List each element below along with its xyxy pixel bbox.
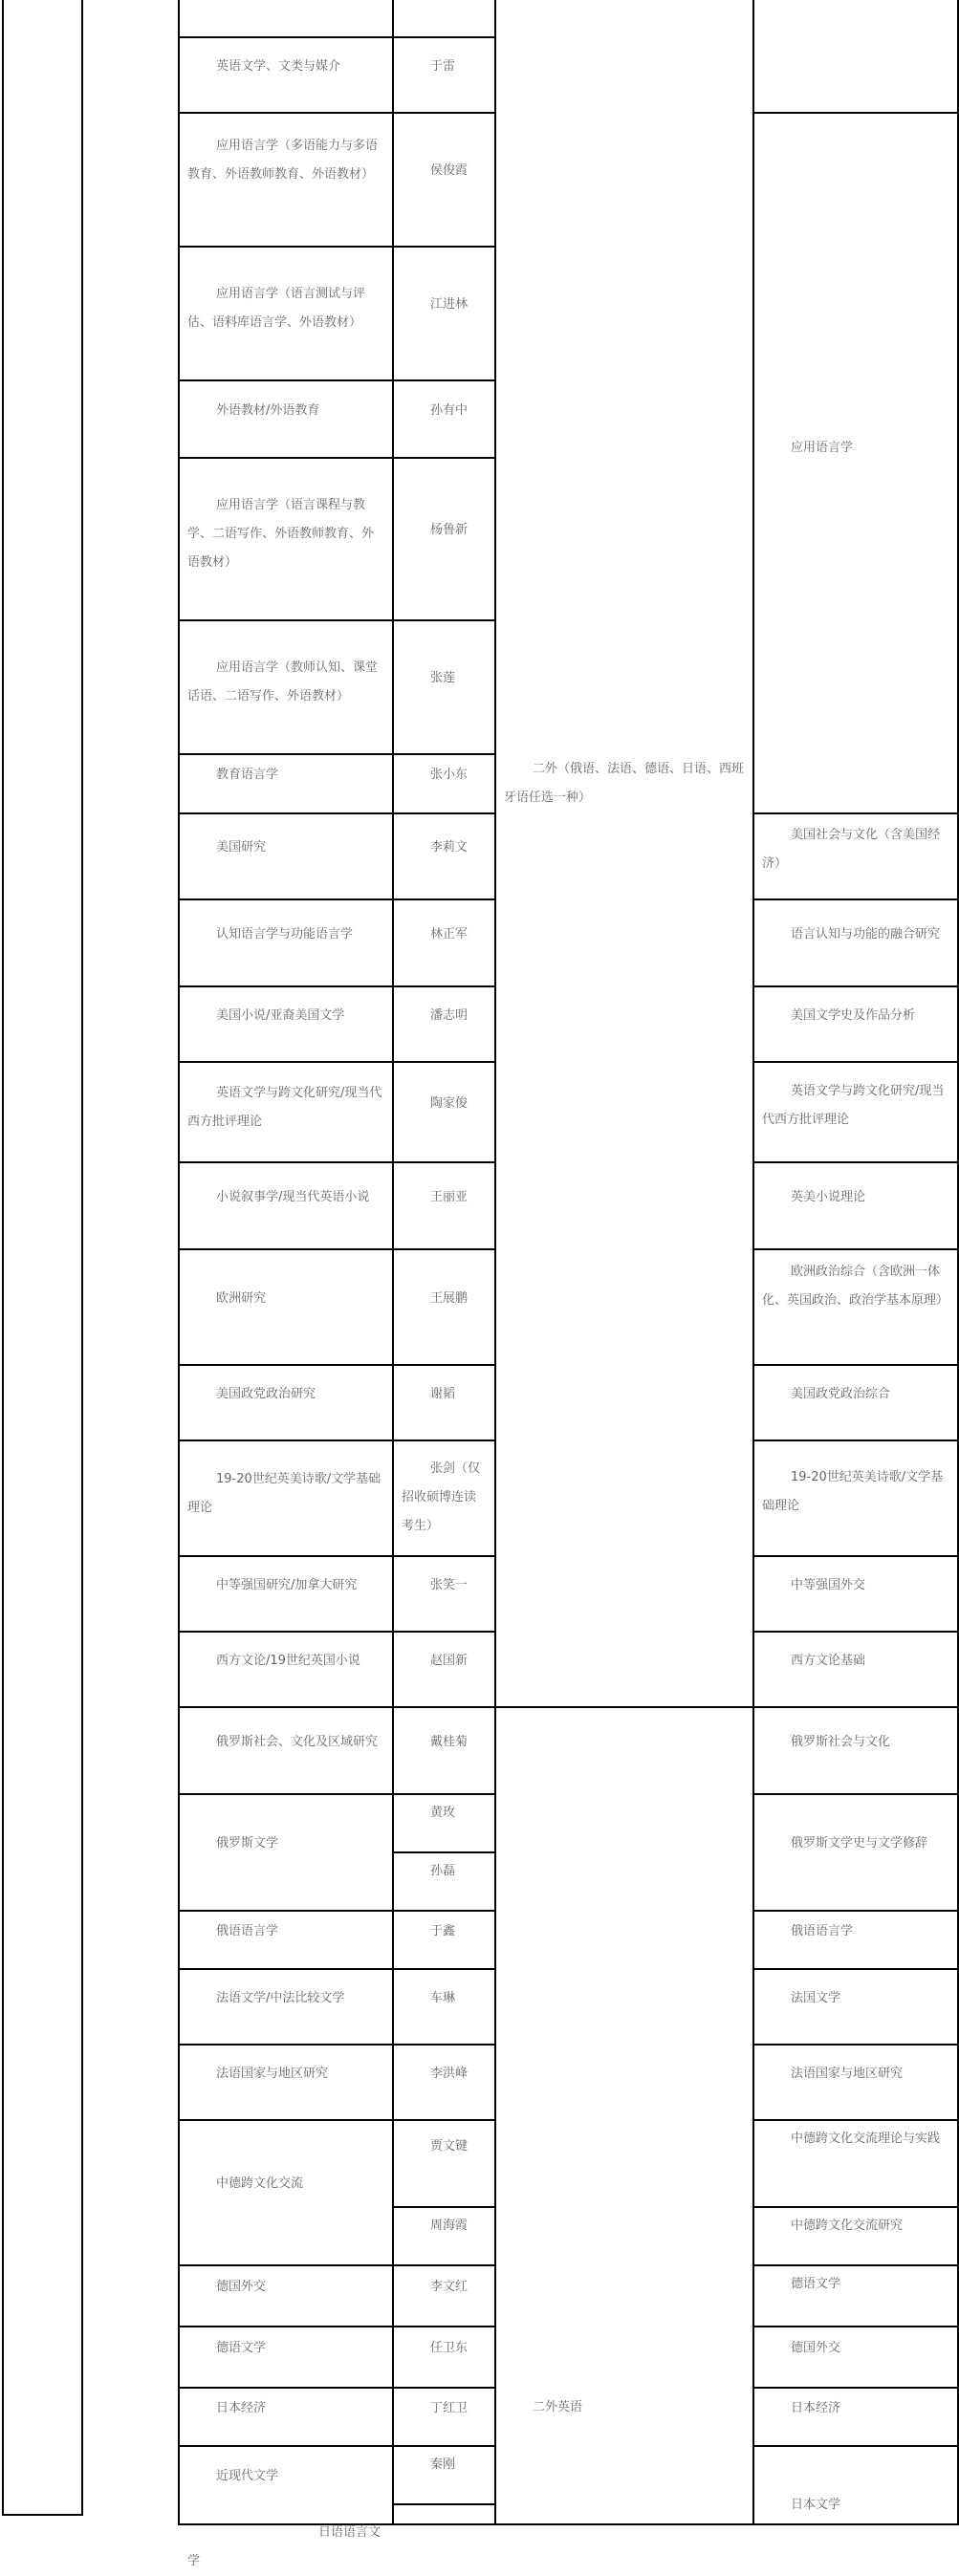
supervisor-cell-text: 侯俊霞: [430, 163, 469, 178]
supervisor-cell: [392, 2119, 496, 2208]
exam-cell-text: 英美小说理论: [791, 1190, 866, 1204]
supervisor-cell: [392, 1793, 496, 1853]
supervisor-cell: [392, 2206, 496, 2266]
supervisor-cell: [392, 1440, 496, 1557]
supervisor-cell: [392, 2445, 496, 2505]
exam-cell-text: 德国外交: [791, 2341, 841, 2355]
supervisor-cell-text: 贾文键: [430, 2139, 469, 2154]
direction-cell: [178, 2264, 394, 2327]
second-language-cell: [494, 0, 754, 1708]
direction-cell-text: 小说叙事学/现当代英语小说: [216, 1190, 370, 1204]
supervisor-cell: [392, 1555, 496, 1633]
direction-cell-text: 认知语言学与功能语言学: [216, 927, 354, 942]
direction-cell: [178, 1440, 394, 1557]
exam-cell-text: 法语国家与地区研究: [791, 2067, 904, 2081]
exam-cell: [752, 985, 959, 1063]
direction-cell-text: 中德跨文化交流: [216, 2176, 304, 2191]
exam-cell-text: 中等强国外交: [791, 1578, 866, 1592]
supervisor-cell: [392, 1910, 496, 1970]
exam-cell: [752, 112, 959, 814]
supervisor-cell: [392, 1364, 496, 1441]
exam-cell: [752, 898, 959, 987]
direction-cell-text: 英语文学与跨文化研究/现当代西方批评理论: [187, 1086, 382, 1129]
supervisor-cell-text: 王丽亚: [430, 1190, 469, 1204]
exam-cell-text: 欧洲政治综合（含欧洲一体化、英国政治、政治学基本原理）: [762, 1265, 949, 1308]
direction-cell: [178, 2387, 394, 2447]
supervisor-cell: [392, 619, 496, 755]
direction-cell-text: 近现代文学: [216, 2469, 279, 2483]
supervisor-cell: [392, 2387, 496, 2447]
exam-cell-text: 日本文学: [791, 2498, 841, 2512]
exam-cell: [752, 2264, 959, 2327]
second-language-text-2: 二外英语: [533, 2400, 583, 2414]
direction-cell: [178, 812, 394, 900]
supervisor-cell: [392, 2264, 496, 2327]
supervisor-cell-text: 张小东: [430, 768, 469, 782]
direction-cell-text: 法语国家与地区研究: [216, 2067, 329, 2081]
supervisor-cell-text: 丁红卫: [430, 2401, 469, 2415]
supervisor-cell-text: 孙有中: [430, 403, 469, 418]
supervisor-cell: [392, 753, 496, 814]
exam-cell: [752, 1555, 959, 1633]
exam-cell: [752, 1793, 959, 1912]
supervisor-cell-text: 张莲: [430, 671, 456, 685]
direction-cell: [178, 1161, 394, 1250]
direction-cell: [178, 36, 394, 114]
direction-cell: [178, 1555, 394, 1633]
discipline-cell: [2, 0, 83, 2516]
direction-cell: [178, 1706, 394, 1795]
direction-cell-text: 法语文学/中法比较文学: [216, 1991, 345, 2005]
supervisor-cell: [392, 457, 496, 621]
supervisor-cell-text: 陶家俊: [430, 1096, 469, 1111]
supervisor-cell-text: 江进林: [430, 297, 469, 312]
direction-cell: [178, 2119, 394, 2266]
second-language-text: 二外（俄语、法语、德语、日语、西班牙语任选一种）: [504, 762, 745, 805]
direction-cell: [178, 379, 394, 459]
supervisor-cell: [392, 246, 496, 381]
direction-cell: [178, 457, 394, 621]
exam-cell: [752, 1364, 959, 1441]
direction-cell-text: 美国小说/亚裔美国文学: [216, 1008, 345, 1023]
direction-cell: [178, 1910, 394, 1970]
direction-cell: [178, 2326, 394, 2389]
supervisor-cell-text: 周海霞: [430, 2219, 469, 2233]
exam-cell-text: 英语文学与跨文化研究/现当代西方批评理论: [762, 1084, 945, 1127]
direction-cell-text: 英语文学、文类与媒介: [216, 59, 341, 74]
direction-cell: [178, 619, 394, 755]
exam-cell: [752, 2206, 959, 2266]
exam-cell-text: 俄语语言学: [791, 1924, 854, 1938]
supervisor-cell: [392, 812, 496, 900]
direction-cell: [178, 985, 394, 1063]
supervisor-cell: [392, 2503, 496, 2525]
direction-cell-text: 19-20世纪英美诗歌/文学基础理论: [187, 1472, 381, 1515]
exam-cell-text: 日本经济: [791, 2401, 841, 2415]
exam-cell-text: 德语文学: [791, 2277, 841, 2291]
direction-cell: [178, 112, 394, 248]
direction-cell-text: 应用语言学（教师认知、课堂话语、二语写作、外语教材）: [187, 660, 379, 704]
supervisor-cell: [392, 112, 496, 248]
direction-cell: [178, 246, 394, 381]
exam-cell: [752, 1440, 959, 1557]
supervisor-cell-text: 李莉文: [430, 840, 469, 855]
major-name-line2: 学: [187, 2554, 201, 2568]
direction-cell: [178, 753, 394, 814]
direction-cell: [178, 0, 394, 38]
major-name-line1: 日语语言文: [317, 2525, 381, 2540]
exam-cell-text: 俄罗斯文学史与文学修辞: [791, 1836, 928, 1851]
direction-cell: [178, 1793, 394, 1912]
direction-cell-text: 德语文学: [216, 2341, 267, 2355]
direction-cell: [178, 1248, 394, 1366]
supervisor-cell-text: 戴桂菊: [430, 1735, 469, 1749]
supervisor-cell: [392, 1631, 496, 1708]
exam-cell: [752, 1248, 959, 1366]
supervisor-cell: [392, 2326, 496, 2389]
supervisor-cell-text: 黄玫: [430, 1806, 456, 1820]
exam-cell: [752, 2387, 959, 2447]
supervisor-cell: [392, 36, 496, 114]
direction-cell-text: 应用语言学（多语能力与多语教育、外语教师教育、外语教材）: [187, 139, 379, 182]
exam-cell-text: 中德跨文化交流理论与实践: [791, 2132, 941, 2146]
direction-cell-text: 应用语言学（语言课程与教学、二语写作、外语教师教育、外语教材）: [187, 498, 375, 570]
direction-cell: [178, 2044, 394, 2121]
exam-cell-text: 美国文学史及作品分析: [791, 1008, 916, 1023]
supervisor-cell: [392, 1248, 496, 1366]
exam-cell-text: 美国政党政治综合: [791, 1387, 891, 1401]
direction-cell: [178, 1364, 394, 1441]
supervisor-cell-text: 杨鲁新: [430, 523, 469, 537]
exam-cell: [752, 2044, 959, 2121]
direction-cell-text: 欧洲研究: [216, 1291, 267, 1306]
exam-cell: [752, 2326, 959, 2389]
supervisor-cell: [392, 1968, 496, 2046]
direction-cell: [178, 1968, 394, 2046]
supervisor-cell-text: 赵国新: [430, 1654, 469, 1668]
supervisor-cell: [392, 1706, 496, 1795]
supervisor-cell: [392, 1161, 496, 1250]
exam-cell: [752, 1968, 959, 2046]
exam-cell-text: 19-20世纪英美诗歌/文学基础理论: [762, 1470, 944, 1513]
exam-cell-text: 法国文学: [791, 1991, 841, 2005]
exam-cell: [752, 1061, 959, 1163]
direction-cell-text: 美国研究: [216, 840, 267, 855]
exam-cell-text: 俄罗斯社会与文化: [791, 1735, 891, 1749]
direction-cell-text: 俄罗斯文学: [216, 1836, 279, 1851]
supervisor-cell: [392, 0, 496, 38]
exam-cell-text: 美国社会与文化（含美国经济）: [762, 828, 941, 871]
exam-cell-text: 语言认知与功能的融合研究: [791, 927, 941, 942]
exam-cell: [752, 1706, 959, 1795]
exam-cell: [752, 2119, 959, 2208]
direction-cell-text: 日本经济: [216, 2401, 267, 2415]
supervisor-cell-text: 王展鹏: [430, 1291, 469, 1306]
direction-cell-text: 俄语语言学: [216, 1924, 279, 1938]
exam-cell: [752, 0, 959, 114]
supervisor-cell-text: 孙磊: [430, 1864, 456, 1878]
direction-cell-text: 德国外交: [216, 2280, 267, 2294]
supervisor-cell: [392, 1851, 496, 1912]
supervisor-cell: [392, 898, 496, 987]
exam-cell: [752, 1161, 959, 1250]
exam-cell-text: 中德跨文化交流研究: [791, 2219, 904, 2233]
direction-cell-text: 教育语言学: [216, 768, 279, 782]
supervisor-cell-text: 张剑（仅招收硕博连读考生）: [402, 1461, 481, 1533]
exam-cell: [752, 1910, 959, 1970]
supervisor-cell: [392, 2044, 496, 2121]
exam-cell: [752, 1631, 959, 1708]
supervisor-cell: [392, 985, 496, 1063]
direction-cell: [178, 898, 394, 987]
supervisor-cell-text: 任卫东: [430, 2341, 469, 2355]
direction-cell-text: 美国政党政治研究: [216, 1387, 316, 1401]
direction-cell-text: 俄罗斯社会、文化及区域研究: [216, 1735, 379, 1749]
exam-cell: [752, 812, 959, 900]
direction-cell-text: 外语教材/外语教育: [216, 403, 320, 418]
supervisor-cell-text: 秦刚: [430, 2457, 456, 2472]
supervisor-cell-text: 林正军: [430, 927, 469, 942]
direction-cell-text: 应用语言学（语言测试与评估、语料库语言学、外语教材）: [187, 287, 366, 330]
exam-cell-text: 西方文论基础: [791, 1654, 866, 1668]
supervisor-cell-text: 李文红: [430, 2280, 469, 2294]
supervisor-cell-text: 车琳: [430, 1991, 456, 2005]
direction-cell-text: 中等强国研究/加拿大研究: [216, 1578, 358, 1592]
supervisor-cell-text: 谢韬: [430, 1387, 456, 1401]
second-language-cell-2: [494, 1706, 754, 2525]
supervisor-cell-text: 潘志明: [430, 1008, 469, 1023]
supervisor-cell-text: 李洪峰: [430, 2067, 469, 2081]
supervisor-cell-text: 于雷: [430, 59, 456, 74]
supervisor-cell-text: 张笑一: [430, 1578, 469, 1592]
exam-cell-text: 应用语言学: [791, 441, 854, 455]
direction-cell: [178, 2445, 394, 2525]
direction-cell: [178, 1631, 394, 1708]
supervisor-cell: [392, 379, 496, 459]
supervisor-cell-text: 于鑫: [430, 1924, 456, 1938]
exam-cell: [752, 2445, 959, 2525]
direction-cell: [178, 1061, 394, 1163]
direction-cell-text: 西方文论/19世纪英国小说: [216, 1654, 360, 1668]
supervisor-cell: [392, 1061, 496, 1163]
